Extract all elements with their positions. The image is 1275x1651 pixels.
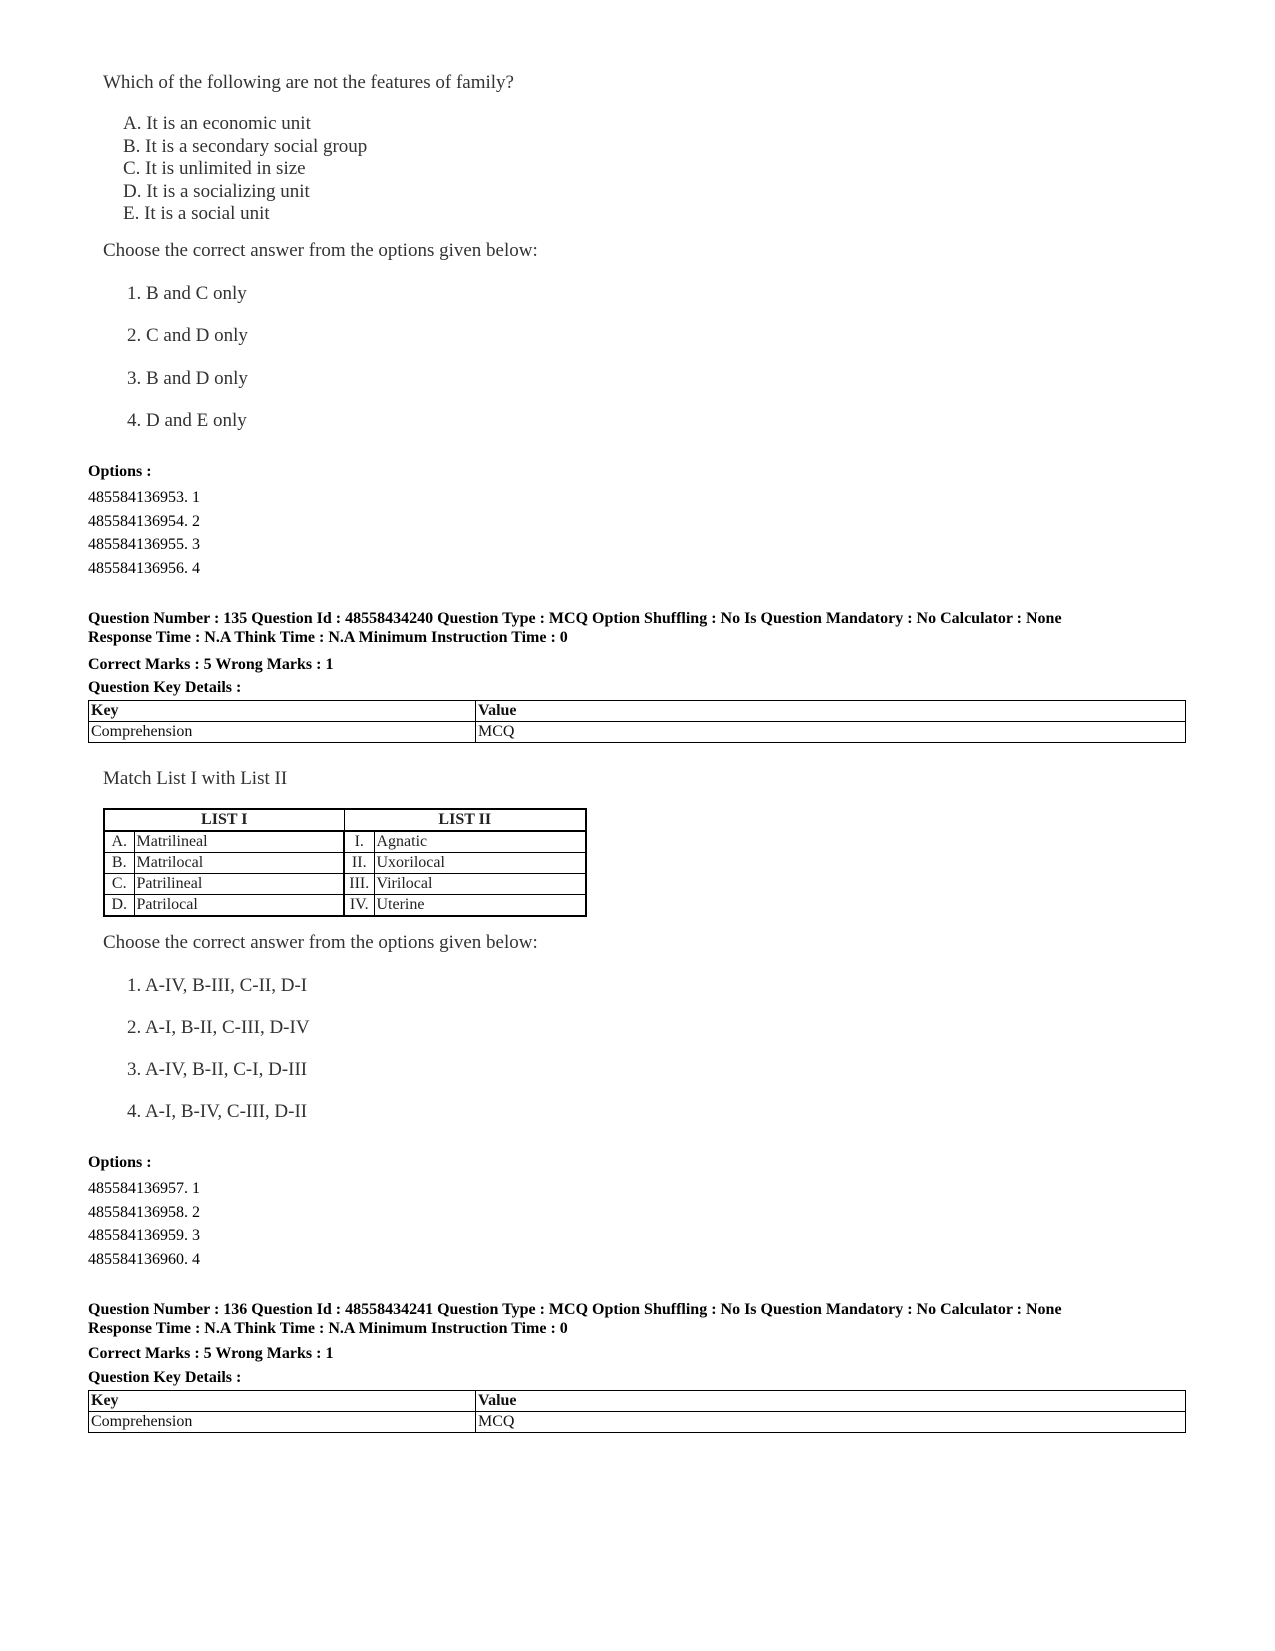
option-item: 485584136958. 2 — [88, 1203, 200, 1221]
answer-instruction: Choose the correct answer from the options given below: — [103, 240, 538, 261]
list-two-label: IV. — [344, 895, 374, 917]
list-one-term: Patrilocal — [134, 895, 344, 917]
table-header-row — [104, 809, 586, 831]
question-meta — [88, 609, 1062, 647]
table-row — [104, 874, 586, 895]
table-row — [89, 1412, 1186, 1433]
table-header-row — [89, 1391, 1186, 1412]
list-one-term: Matrilineal — [134, 831, 344, 853]
list-one-term: Matrilocal — [134, 853, 344, 874]
answer-choice: 1. A-IV, B-III, C-II, D-I — [127, 975, 308, 996]
list-one-label: C. — [104, 874, 134, 895]
option-item: 485584136960. 4 — [88, 1250, 200, 1268]
answer-choice: 4. D and E only — [127, 410, 247, 431]
answer-choice: 4. A-I, B-IV, C-III, D-II — [127, 1101, 308, 1122]
table-cell: MCQ — [476, 1412, 1186, 1433]
table-header-row — [89, 701, 1186, 722]
list-one-header: LIST I — [104, 809, 344, 831]
option-item: 485584136956. 4 — [88, 559, 200, 577]
statement-item: C. It is unlimited in size — [123, 158, 306, 179]
table-header-cell: Key — [89, 701, 476, 722]
answer-choice: 1. B and C only — [127, 283, 247, 304]
options-label: Options : — [88, 463, 152, 480]
options-list — [88, 486, 200, 580]
table-row — [89, 722, 1186, 743]
option-item: 485584136957. 1 — [88, 1180, 200, 1197]
list-two-term: Uterine — [374, 895, 586, 917]
options-list — [88, 1177, 200, 1271]
table-row — [104, 895, 586, 917]
marks-line: Correct Marks : 5 Wrong Marks : 1 — [88, 1345, 334, 1362]
list-one-label: A. — [104, 831, 134, 853]
list-two-header: LIST II — [344, 809, 586, 831]
option-item: 485584136954. 2 — [88, 512, 200, 530]
key-details-label: Question Key Details : — [88, 679, 242, 696]
table-header-cell: Value — [476, 1391, 1186, 1412]
statement-item: E. It is a social unit — [123, 203, 270, 224]
marks-line: Correct Marks : 5 Wrong Marks : 1 — [88, 656, 334, 673]
table-header-cell: Value — [476, 701, 1186, 722]
statement-list — [123, 113, 367, 226]
answer-instruction: Choose the correct answer from the options given below: — [103, 932, 538, 953]
question-meta-line: Question Number : 136 Question Id : 48558434241 Question Type : MCQ Option Shuffling : No Is Question Mandatory : No Calculator : None — [88, 1301, 1062, 1318]
list-two-label: II. — [344, 853, 374, 874]
list-one-term: Patrilineal — [134, 874, 344, 895]
list-two-label: III. — [344, 874, 374, 895]
question-stem: Match List I with List II — [103, 768, 288, 789]
question-meta-line: Question Number : 135 Question Id : 48558434240 Question Type : MCQ Option Shuffling : No Is Question Mandatory : No Calculator : None — [88, 610, 1062, 627]
answer-choice: 2. C and D only — [127, 325, 248, 346]
option-item: 485584136953. 1 — [88, 489, 200, 506]
list-one-label: B. — [104, 853, 134, 874]
statement-item: B. It is a secondary social group — [123, 135, 368, 157]
table-row — [104, 853, 586, 874]
statement-item: D. It is a socializing unit — [123, 180, 310, 202]
question-stem: Which of the following are not the features of family? — [103, 72, 514, 93]
list-two-term: Virilocal — [374, 874, 586, 895]
question-meta-line: Response Time : N.A Think Time : N.A Minimum Instruction Time : 0 — [88, 629, 568, 646]
match-list-table — [103, 808, 587, 917]
list-two-term: Uxorilocal — [374, 853, 586, 874]
table-header-cell: Key — [89, 1391, 476, 1412]
statement-item: A. It is an economic unit — [123, 113, 311, 134]
answer-choice: 3. B and D only — [127, 368, 248, 389]
option-item: 485584136959. 3 — [88, 1227, 200, 1244]
question-meta-line: Response Time : N.A Think Time : N.A Minimum Instruction Time : 0 — [88, 1320, 568, 1337]
answer-choice: 2. A-I, B-II, C-III, D-IV — [127, 1017, 310, 1038]
list-two-label: I. — [344, 831, 374, 853]
table-row — [104, 831, 586, 853]
table-cell: Comprehension — [89, 1412, 476, 1433]
key-details-label: Question Key Details : — [88, 1369, 242, 1386]
options-label: Options : — [88, 1154, 152, 1171]
answer-choice: 3. A-IV, B-II, C-I, D-III — [127, 1059, 308, 1080]
question-meta — [88, 1300, 1062, 1338]
key-details-table — [88, 1390, 1186, 1433]
key-details-table — [88, 700, 1186, 743]
table-cell: MCQ — [476, 722, 1186, 743]
table-cell: Comprehension — [89, 722, 476, 743]
list-one-label: D. — [104, 895, 134, 917]
option-item: 485584136955. 3 — [88, 536, 200, 553]
list-two-term: Agnatic — [374, 831, 586, 853]
